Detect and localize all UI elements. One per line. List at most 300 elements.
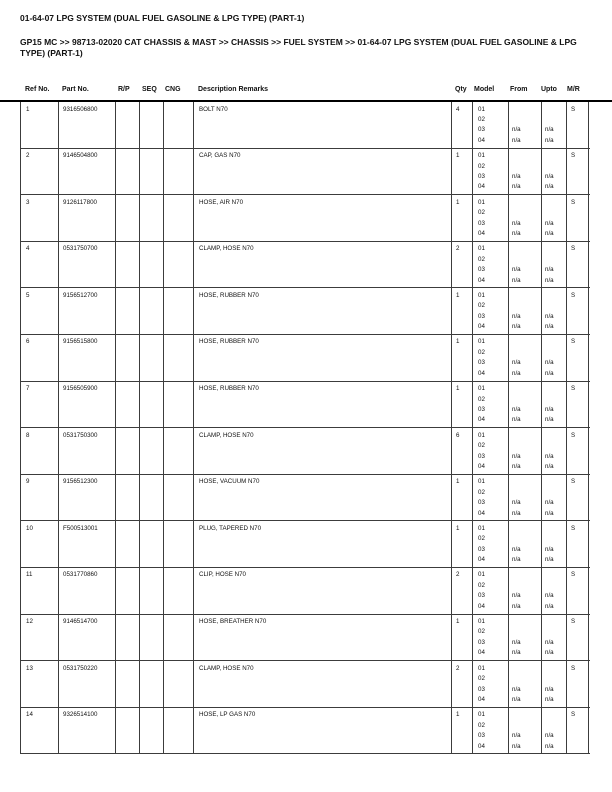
model-sub-line — [545, 255, 566, 265]
cell-from — [509, 568, 542, 614]
model-sub-line: 02 — [478, 488, 485, 496]
cell-upto — [542, 288, 567, 334]
table-header-row — [20, 86, 588, 93]
cell-seq — [140, 195, 164, 241]
cell-part-no: 0531750220 — [59, 661, 116, 707]
model-sub-line: 01 — [478, 618, 485, 626]
model-sub-line — [545, 441, 566, 451]
table-row — [21, 195, 590, 242]
cell-part-no: 0531770860 — [59, 568, 116, 614]
cell-qty: 1 — [452, 335, 473, 381]
cell-upto — [542, 149, 567, 195]
model-sub-line: 04 — [478, 602, 485, 610]
cell-qty: 1 — [452, 195, 473, 241]
table-row — [21, 615, 590, 662]
cell-cng — [164, 149, 194, 195]
model-sub-line: 01 — [478, 478, 485, 486]
cell-mr: S — [567, 149, 589, 195]
model-sub-line — [512, 348, 541, 358]
cell-description: CLAMP, HOSE N70 — [194, 661, 452, 707]
cell-seq — [140, 242, 164, 288]
table-row — [21, 102, 590, 149]
model-sub-line: 03 — [478, 312, 485, 320]
model-sub-line: 04 — [478, 556, 485, 564]
cell-rp — [116, 288, 140, 334]
model-sub-line — [512, 534, 541, 544]
model-sub-line — [545, 710, 566, 720]
cell-cng — [164, 661, 194, 707]
cell-mr: S — [567, 242, 589, 288]
model-sub-line: 03 — [478, 452, 485, 460]
model-sub-line: n/a — [512, 323, 521, 331]
model-sub-line: 02 — [478, 675, 485, 683]
model-sub-line: n/a — [545, 172, 554, 180]
model-sub-line: n/a — [545, 499, 554, 507]
model-sub-line: 03 — [478, 638, 485, 646]
model-sub-line: n/a — [545, 462, 554, 470]
cell-from — [509, 288, 542, 334]
model-sub-line: n/a — [545, 545, 554, 553]
cell-cng — [164, 428, 194, 474]
cell-ref-no: 12 — [21, 615, 59, 661]
model-sub-line — [545, 105, 566, 115]
model-sub-line — [545, 301, 566, 311]
cell-cng — [164, 102, 194, 148]
cell-qty: 1 — [452, 615, 473, 661]
header-seq: SEQ — [142, 86, 157, 93]
model-sub-line: 04 — [478, 230, 485, 237]
model-sub-line: n/a — [545, 359, 554, 367]
cell-ref-no: 5 — [21, 288, 59, 334]
model-sub-line — [545, 477, 566, 487]
model-sub-line: n/a — [512, 276, 521, 284]
cell-ref-no: 9 — [21, 475, 59, 521]
cell-model — [473, 615, 509, 661]
cell-from — [509, 661, 542, 707]
model-sub-line — [512, 488, 541, 498]
model-sub-line — [512, 115, 541, 125]
cell-mr: S — [567, 335, 589, 381]
model-sub-line: 01 — [478, 152, 485, 160]
cell-rp — [116, 149, 140, 195]
model-sub-line: 02 — [478, 581, 485, 589]
model-sub-line: n/a — [512, 219, 521, 227]
model-sub-line: 03 — [478, 405, 485, 413]
model-sub-line: 03 — [478, 126, 485, 134]
cell-cng — [164, 195, 194, 241]
model-sub-line: n/a — [545, 556, 554, 564]
cell-rp — [116, 382, 140, 428]
model-sub-line: n/a — [512, 732, 521, 740]
table-row — [21, 475, 590, 522]
cell-cng — [164, 708, 194, 754]
cell-part-no: 9156512700 — [59, 288, 116, 334]
cell-seq — [140, 288, 164, 334]
model-sub-line: 01 — [478, 431, 485, 439]
cell-from — [509, 475, 542, 521]
model-sub-line — [512, 710, 541, 720]
cell-rp — [116, 568, 140, 614]
model-sub-line: 02 — [478, 348, 485, 356]
cell-part-no: 9156515800 — [59, 335, 116, 381]
model-sub-line — [545, 291, 566, 301]
cell-ref-no: 4 — [21, 242, 59, 288]
cell-mr: S — [567, 615, 589, 661]
model-sub-line: n/a — [512, 405, 521, 413]
model-sub-line: 03 — [478, 172, 485, 180]
model-sub-line: n/a — [512, 509, 521, 517]
model-sub-line — [512, 524, 541, 534]
model-sub-line: n/a — [545, 592, 554, 600]
cell-qty: 4 — [452, 102, 473, 148]
cell-qty: 2 — [452, 568, 473, 614]
model-sub-line: n/a — [512, 416, 521, 424]
model-sub-line — [545, 244, 566, 254]
cell-rp — [116, 475, 140, 521]
cell-upto — [542, 615, 567, 661]
cell-mr: S — [567, 428, 589, 474]
model-sub-line: 02 — [478, 162, 485, 170]
table-row — [21, 242, 590, 289]
parts-table — [20, 102, 590, 754]
cell-rp — [116, 428, 140, 474]
model-sub-line: 02 — [478, 209, 485, 217]
cell-qty: 1 — [452, 288, 473, 334]
cell-description: BOLT N70 — [194, 102, 452, 148]
model-sub-line: n/a — [512, 266, 521, 274]
cell-ref-no: 7 — [21, 382, 59, 428]
cell-part-no: 9146504800 — [59, 149, 116, 195]
cell-mr: S — [567, 521, 589, 567]
cell-cng — [164, 521, 194, 567]
cell-upto — [542, 661, 567, 707]
cell-description: CLAMP, HOSE N70 — [194, 242, 452, 288]
model-sub-line — [545, 431, 566, 441]
cell-seq — [140, 661, 164, 707]
cell-seq — [140, 382, 164, 428]
cell-ref-no: 1 — [21, 102, 59, 148]
model-sub-line: 02 — [478, 628, 485, 636]
model-sub-line: 03 — [478, 499, 485, 507]
header-upto: Upto — [541, 86, 557, 93]
cell-seq — [140, 102, 164, 148]
cell-qty: 2 — [452, 242, 473, 288]
model-sub-line — [545, 664, 566, 674]
model-sub-line — [512, 477, 541, 487]
model-sub-line: 04 — [478, 742, 485, 750]
model-sub-line: n/a — [545, 685, 554, 693]
model-sub-line: 04 — [478, 183, 485, 191]
model-sub-line: n/a — [512, 649, 521, 657]
cell-description: HOSE, AIR N70 — [194, 195, 452, 241]
model-sub-line: n/a — [512, 183, 521, 191]
cell-from — [509, 102, 542, 148]
model-sub-line: 04 — [478, 416, 485, 424]
model-sub-line: 03 — [478, 359, 485, 367]
cell-ref-no: 13 — [21, 661, 59, 707]
table-row — [21, 661, 590, 708]
model-sub-line: n/a — [512, 545, 521, 553]
model-sub-line: n/a — [512, 602, 521, 610]
cell-part-no: 9126117800 — [59, 195, 116, 241]
model-sub-line: n/a — [545, 276, 554, 284]
model-sub-line: 01 — [478, 385, 485, 393]
model-sub-line: n/a — [545, 369, 554, 377]
model-sub-line — [545, 348, 566, 358]
cell-rp — [116, 708, 140, 754]
cell-rp — [116, 195, 140, 241]
model-sub-line: 04 — [478, 323, 485, 331]
cell-from — [509, 428, 542, 474]
table-row — [21, 288, 590, 335]
cell-model — [473, 195, 509, 241]
cell-qty: 6 — [452, 428, 473, 474]
model-sub-line: n/a — [545, 732, 554, 740]
cell-description: HOSE, VACUUM N70 — [194, 475, 452, 521]
cell-seq — [140, 149, 164, 195]
model-sub-line: n/a — [512, 359, 521, 367]
model-sub-line: n/a — [512, 695, 521, 703]
model-sub-line: n/a — [545, 416, 554, 424]
cell-rp — [116, 661, 140, 707]
model-sub-line — [512, 627, 541, 637]
cell-ref-no: 2 — [21, 149, 59, 195]
model-sub-line: 01 — [478, 711, 485, 719]
model-sub-line: n/a — [512, 369, 521, 377]
cell-description: PLUG, TAPERED N70 — [194, 521, 452, 567]
cell-upto — [542, 195, 567, 241]
table-row — [21, 428, 590, 475]
cell-cng — [164, 288, 194, 334]
model-sub-line: 04 — [478, 369, 485, 377]
cell-rp — [116, 242, 140, 288]
model-sub-line — [512, 162, 541, 172]
cell-qty: 1 — [452, 708, 473, 754]
model-sub-line: 02 — [478, 302, 485, 310]
model-sub-line — [512, 244, 541, 254]
model-sub-line: 02 — [478, 115, 485, 123]
header-from: From — [510, 86, 528, 93]
model-sub-line — [545, 337, 566, 347]
cell-part-no: 0531750700 — [59, 242, 116, 288]
model-sub-line: n/a — [545, 742, 554, 750]
model-sub-line — [512, 395, 541, 405]
cell-model — [473, 102, 509, 148]
model-sub-line: n/a — [545, 323, 554, 331]
model-sub-line — [512, 105, 541, 115]
cell-model — [473, 475, 509, 521]
model-sub-line: n/a — [512, 312, 521, 320]
cell-model — [473, 288, 509, 334]
header-description: Description Remarks — [198, 86, 269, 93]
cell-cng — [164, 335, 194, 381]
cell-ref-no: 6 — [21, 335, 59, 381]
cell-model — [473, 149, 509, 195]
cell-part-no: 9156505900 — [59, 382, 116, 428]
model-sub-line: n/a — [545, 312, 554, 320]
model-sub-line — [545, 524, 566, 534]
header-mr: M/R — [567, 86, 580, 93]
model-sub-line — [512, 301, 541, 311]
table-row — [21, 521, 590, 568]
model-sub-line: 03 — [478, 732, 485, 740]
model-sub-line: 04 — [478, 136, 485, 144]
model-sub-line — [512, 721, 541, 731]
model-sub-line — [545, 674, 566, 684]
cell-from — [509, 708, 542, 754]
cell-mr: S — [567, 102, 589, 148]
cell-description: HOSE, RUBBER N70 — [194, 382, 452, 428]
table-row — [21, 382, 590, 429]
cell-cng — [164, 615, 194, 661]
model-sub-line — [512, 208, 541, 218]
model-sub-line: 03 — [478, 685, 485, 693]
table-row — [21, 149, 590, 196]
model-sub-line: 04 — [478, 509, 485, 517]
cell-from — [509, 521, 542, 567]
cell-model — [473, 428, 509, 474]
cell-qty: 1 — [452, 149, 473, 195]
cell-model — [473, 382, 509, 428]
model-sub-line — [545, 617, 566, 627]
model-sub-line: n/a — [545, 136, 554, 144]
model-sub-line: 01 — [478, 245, 485, 253]
cell-from — [509, 149, 542, 195]
cell-model — [473, 661, 509, 707]
model-sub-line: 02 — [478, 721, 485, 729]
cell-ref-no: 10 — [21, 521, 59, 567]
cell-ref-no: 8 — [21, 428, 59, 474]
cell-mr: S — [567, 475, 589, 521]
cell-seq — [140, 428, 164, 474]
model-sub-line: n/a — [512, 742, 521, 750]
cell-upto — [542, 428, 567, 474]
cell-upto — [542, 382, 567, 428]
model-sub-line — [545, 384, 566, 394]
cell-cng — [164, 382, 194, 428]
cell-rp — [116, 102, 140, 148]
cell-part-no: 9146514700 — [59, 615, 116, 661]
model-sub-line: 02 — [478, 255, 485, 263]
model-sub-line — [545, 395, 566, 405]
model-sub-line: n/a — [545, 638, 554, 646]
model-sub-line: 04 — [478, 276, 485, 284]
model-sub-line: n/a — [512, 592, 521, 600]
cell-rp — [116, 615, 140, 661]
cell-from — [509, 382, 542, 428]
header-model: Model — [474, 86, 495, 93]
cell-from — [509, 335, 542, 381]
cell-upto — [542, 242, 567, 288]
model-sub-line: 01 — [478, 338, 485, 346]
header-part-no: Part No. — [62, 86, 89, 93]
model-sub-line: n/a — [512, 230, 521, 237]
model-sub-line: n/a — [512, 556, 521, 564]
cell-ref-no: 11 — [21, 568, 59, 614]
table-row — [21, 335, 590, 382]
cell-description: HOSE, RUBBER N70 — [194, 335, 452, 381]
model-sub-line: 01 — [478, 291, 485, 299]
model-sub-line — [545, 115, 566, 125]
cell-qty: 1 — [452, 475, 473, 521]
model-sub-line: n/a — [512, 172, 521, 180]
cell-part-no: 9316506800 — [59, 102, 116, 148]
model-sub-line — [512, 570, 541, 580]
model-sub-line: 01 — [478, 664, 485, 672]
header-cng: CNG — [165, 86, 181, 93]
cell-mr: S — [567, 661, 589, 707]
model-sub-line: n/a — [545, 183, 554, 191]
cell-part-no: F500513001 — [59, 521, 116, 567]
model-sub-line — [512, 441, 541, 451]
model-sub-line — [545, 198, 566, 208]
cell-upto — [542, 568, 567, 614]
model-sub-line — [545, 488, 566, 498]
model-sub-line: 01 — [478, 105, 485, 113]
header-rp: R/P — [118, 86, 130, 93]
model-sub-line: 03 — [478, 219, 485, 227]
model-sub-line: n/a — [512, 499, 521, 507]
cell-cng — [164, 475, 194, 521]
cell-model — [473, 708, 509, 754]
model-sub-line: n/a — [545, 405, 554, 413]
cell-from — [509, 242, 542, 288]
model-sub-line: 02 — [478, 442, 485, 450]
cell-upto — [542, 521, 567, 567]
model-sub-line — [512, 198, 541, 208]
cell-description: CLAMP, HOSE N70 — [194, 428, 452, 474]
model-sub-line: n/a — [545, 230, 554, 237]
cell-cng — [164, 242, 194, 288]
cell-mr: S — [567, 195, 589, 241]
model-sub-line — [545, 627, 566, 637]
cell-model — [473, 242, 509, 288]
model-sub-line — [512, 384, 541, 394]
cell-mr: S — [567, 288, 589, 334]
model-sub-line — [512, 674, 541, 684]
cell-ref-no: 3 — [21, 195, 59, 241]
cell-description: CAP, GAS N70 — [194, 149, 452, 195]
cell-upto — [542, 335, 567, 381]
cell-mr: S — [567, 382, 589, 428]
cell-upto — [542, 475, 567, 521]
cell-mr: S — [567, 708, 589, 754]
cell-seq — [140, 335, 164, 381]
model-sub-line: n/a — [545, 602, 554, 610]
model-sub-line — [512, 291, 541, 301]
cell-model — [473, 335, 509, 381]
header-qty: Qty — [455, 86, 467, 93]
breadcrumb: GP15 MC >> 98713-02020 CAT CHASSIS & MAST >> CHASSIS >> FUEL SYSTEM >> 01-64-07 LPG SYSTEM (DUAL FUEL GASOLINE & LPG TYPE) (PART-1) — [20, 37, 577, 58]
model-sub-line — [545, 151, 566, 161]
model-sub-line — [512, 151, 541, 161]
table-row — [21, 708, 590, 755]
model-sub-line — [512, 431, 541, 441]
cell-upto — [542, 708, 567, 754]
model-sub-line: 01 — [478, 571, 485, 579]
model-sub-line: 01 — [478, 524, 485, 532]
model-sub-line: n/a — [512, 126, 521, 134]
cell-cng — [164, 568, 194, 614]
model-sub-line: 03 — [478, 266, 485, 274]
model-sub-line: 02 — [478, 535, 485, 543]
model-sub-line — [545, 162, 566, 172]
cell-seq — [140, 615, 164, 661]
model-sub-line: 04 — [478, 695, 485, 703]
cell-description: HOSE, LP GAS N70 — [194, 708, 452, 754]
cell-rp — [116, 521, 140, 567]
model-sub-line: n/a — [545, 266, 554, 274]
